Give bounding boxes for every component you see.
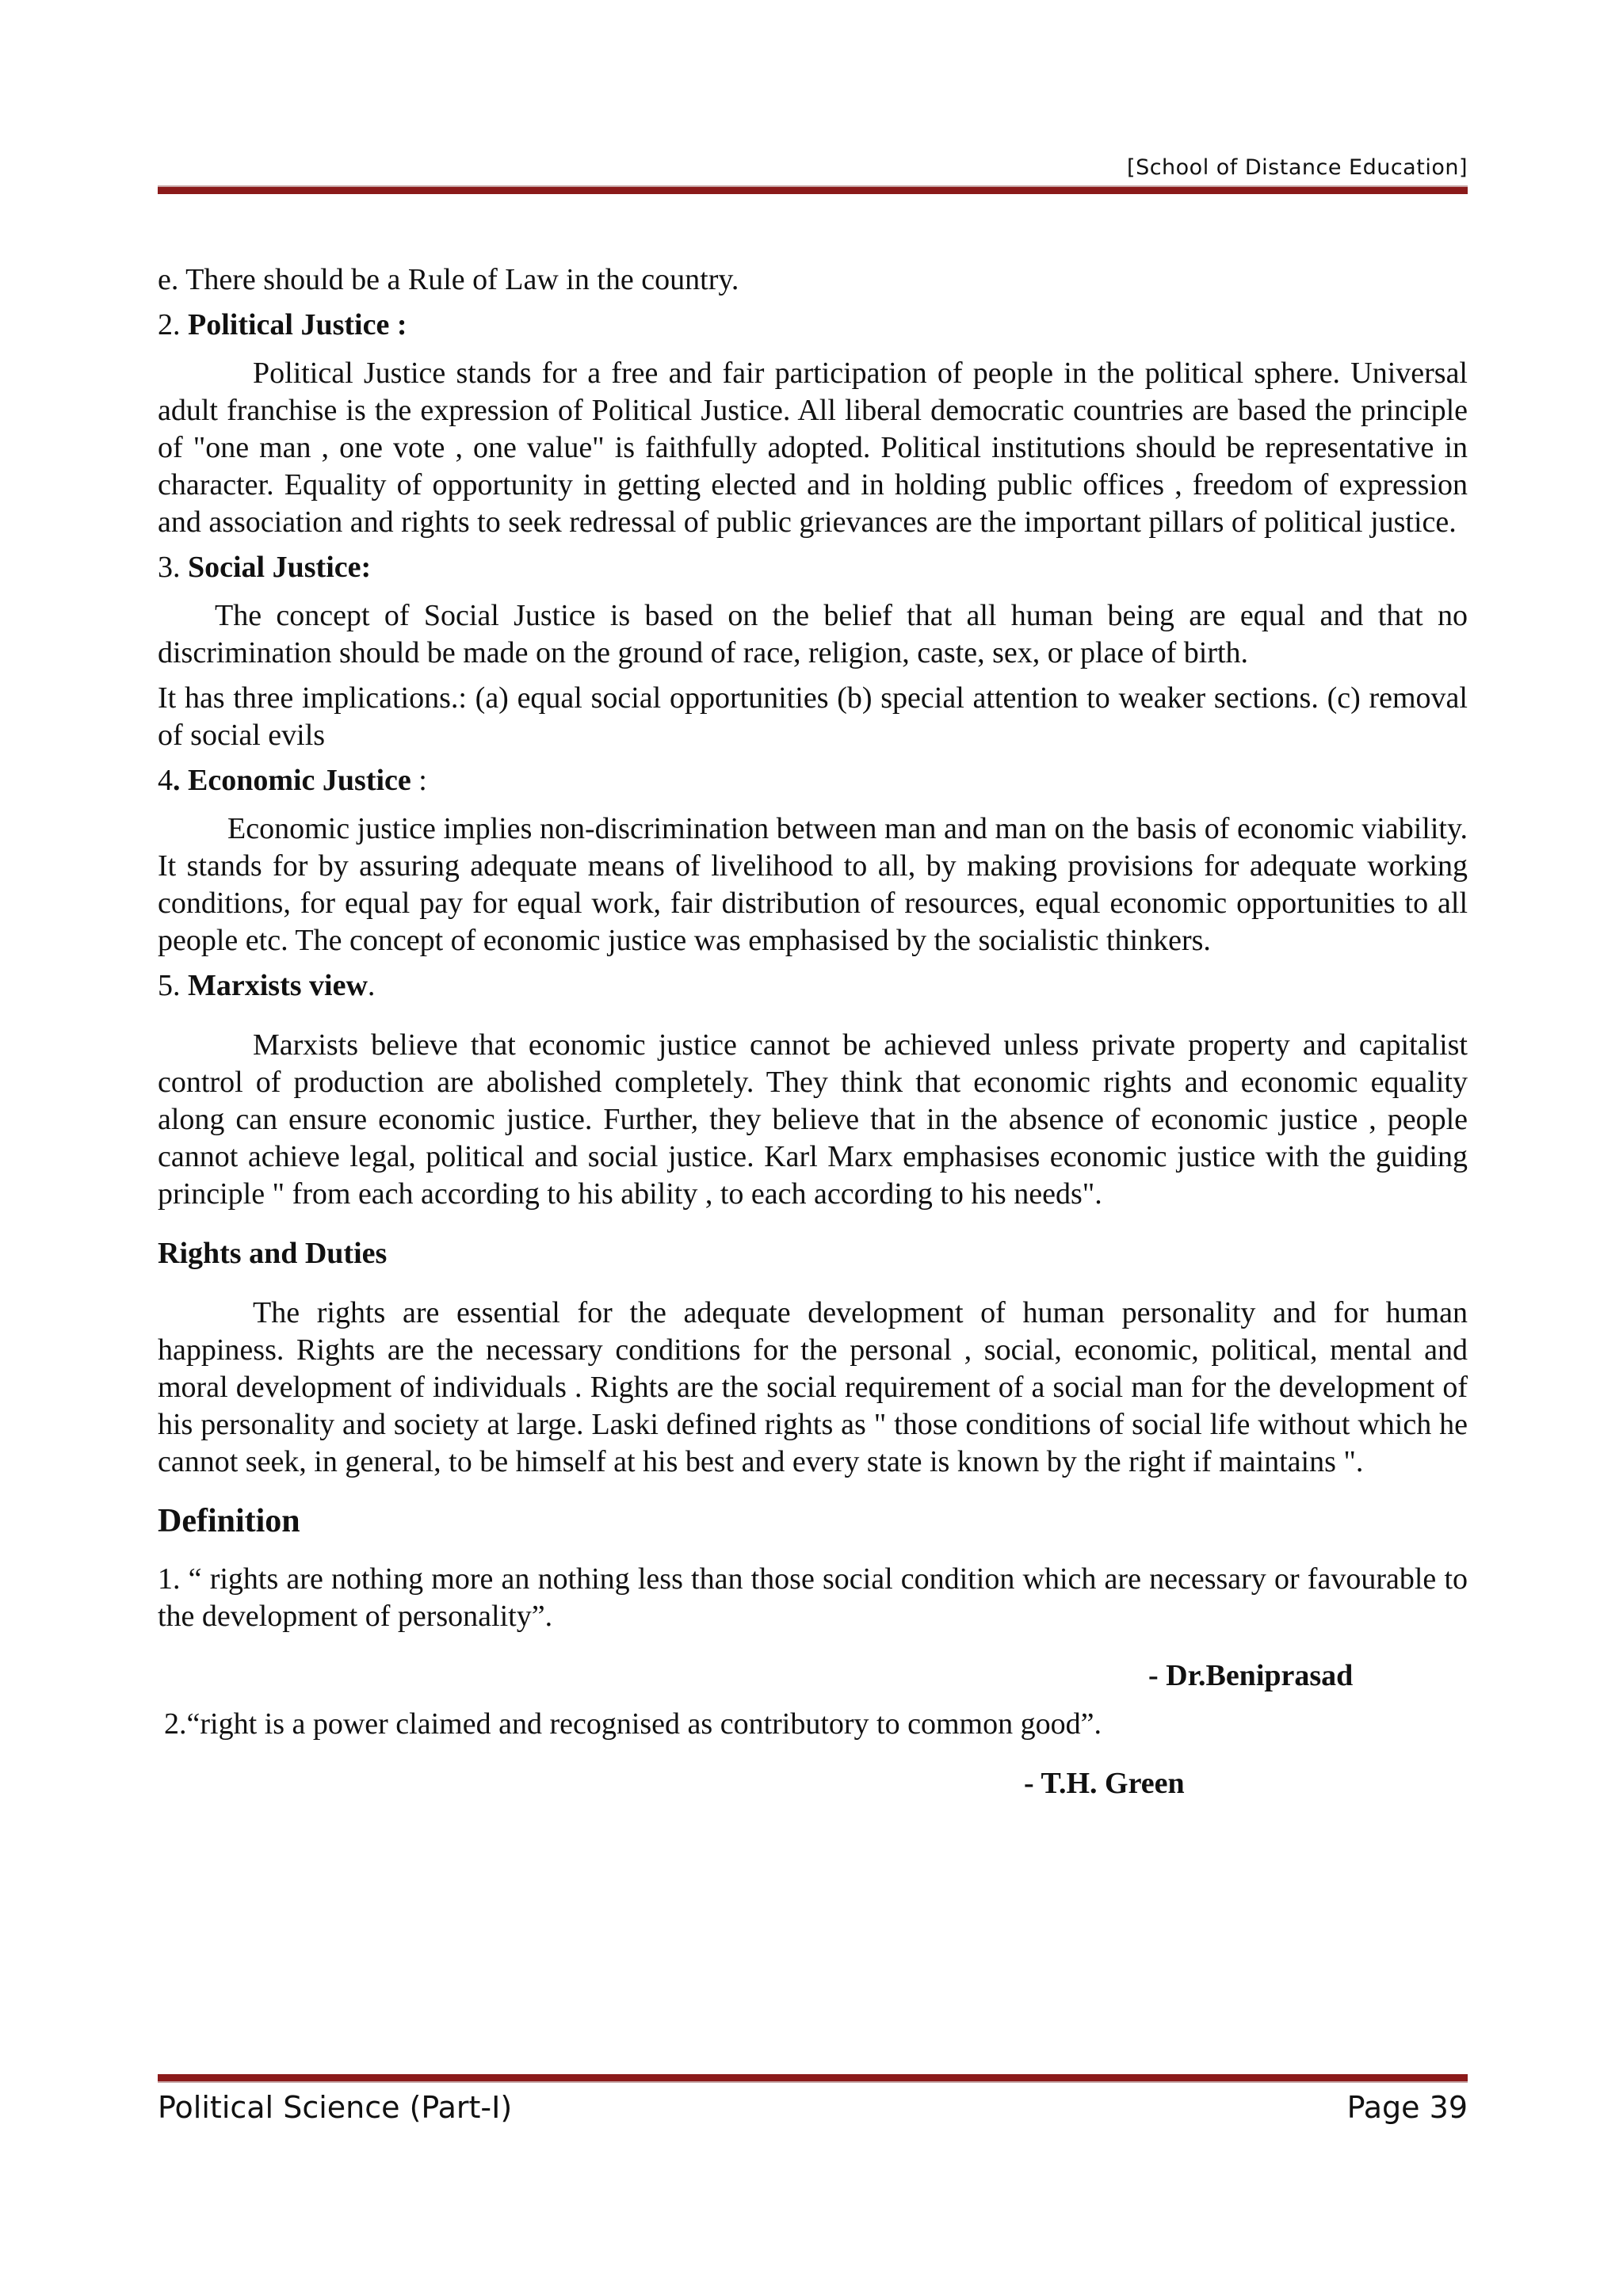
footer-page-number: Page 39 — [1346, 2090, 1468, 2125]
paragraph-social-justice: The concept of Social Justice is based on the belief that all human being are equal and that no discrimination should be made on the ground of race, religion, caste, sex, or place of birth. — [158, 599, 1468, 669]
paragraph-marxists-view: Marxists believe that economic justice cannot be achieved unless private property and capitalist control of production are abolished completely. They think that economic rights and economic equality along can ensure economic justice. Further, they believe that in the absence of economic justice , people cannot achieve legal, political and social justice. Karl Marx emphasises economic justice with the guiding principle " from each according to his ability , to each according to his needs". — [158, 1028, 1468, 1211]
section-heading-marxists-view: 5. Marxists view. — [158, 969, 376, 1002]
section-heading-social-justice: 3. Social Justice: — [158, 551, 372, 584]
list-item-e: e. There should be a Rule of Law in the country. — [158, 263, 739, 296]
definition-1-author: - Dr.Beniprasad — [1148, 1659, 1354, 1692]
definition-1: 1. “ rights are nothing more an nothing less than those social condition which are necessary or favourable to the development of personality”. — [158, 1562, 1468, 1633]
paragraph-political-justice: Political Justice stands for a free and fair participation of people in the political sphere. Universal adult franchise is the expression of Political Justice. All liberal democratic countries are based the principle of "one man , one vote , one value" is faithfully adopted. Political institutions should be representative in character. Equality of opportunity in getting elected and in holding public offices , freedom of expression and association and rights to seek redressal of public grievances are the important pillars of political justice. — [158, 357, 1468, 539]
section-heading-rights-duties: Rights and Duties — [158, 1237, 388, 1270]
paragraph-rights-duties: The rights are essential for the adequate development of human personality and for human happiness. Rights are the necessary conditions for the personal , social, economic, political, mental and moral development of individuals . Rights are the social requirement of a social man for the development of his personality and society at large. Laski defined rights as " those conditions of social life without which he cannot seek, in general, to be himself at his best and every state is known by the right if maintains ". — [158, 1296, 1468, 1478]
paragraph-social-implications: It has three implications.: (a) equal social opportunities (b) special attention to weaker sections. (c) removal of social evils — [158, 681, 1468, 752]
footer-course-title: Political Science (Part-I) — [158, 2090, 513, 2125]
section-heading-political-justice: 2. Political Justice : — [158, 308, 407, 341]
footer-divider — [158, 2074, 1468, 2083]
definition-2: 2.“right is a power claimed and recognised as contributory to common good”. — [164, 1707, 1102, 1741]
definition-2-author: - T.H. Green — [1024, 1767, 1185, 1800]
header-divider — [158, 185, 1468, 194]
section-heading-economic-justice: 4. Economic Justice : — [158, 764, 427, 797]
paragraph-economic-justice: Economic justice implies non-discrimination between man and man on the basis of economic viability. It stands for by assuring adequate means of livelihood to all, by making provisions for adequate working conditions, for equal pay for equal work, fair distribution of resources, equal economic opportunities to all people etc. The concept of economic justice was emphasised by the socialistic thinkers. — [158, 812, 1468, 957]
page-content — [158, 261, 1468, 1814]
header-title: [School of Distance Education] — [1127, 155, 1468, 180]
definition-heading: Definition — [158, 1503, 300, 1539]
